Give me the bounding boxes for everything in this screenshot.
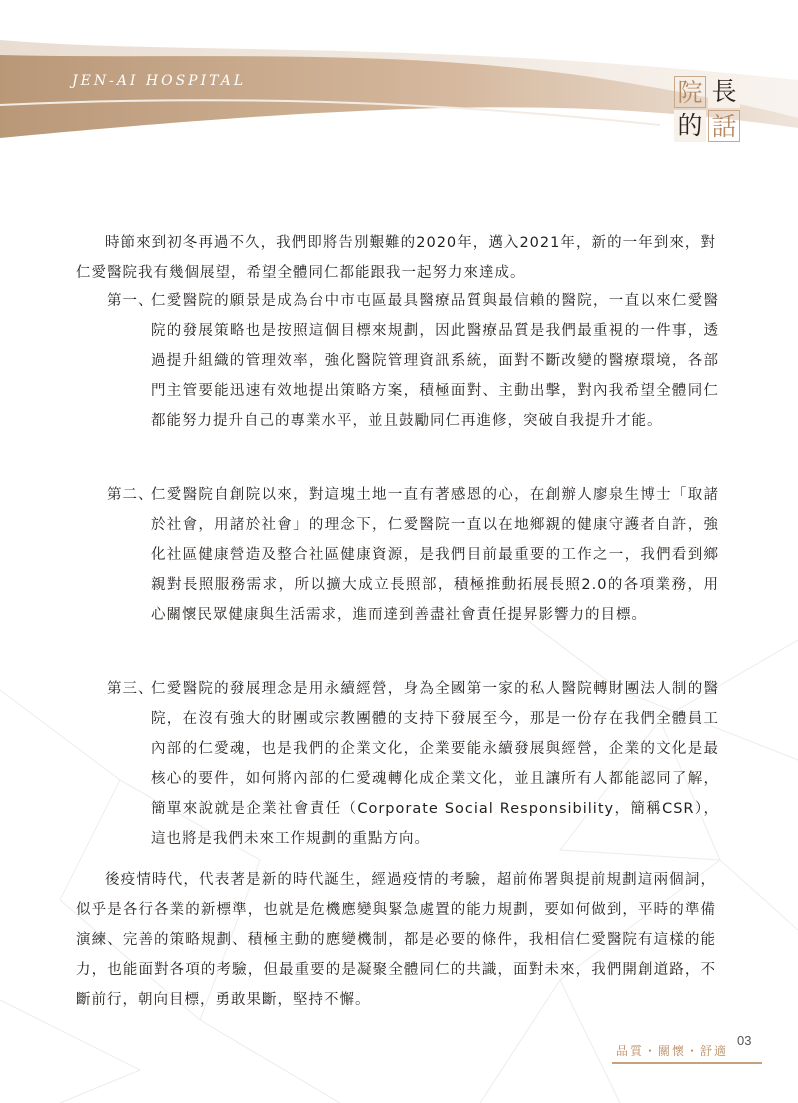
item-label: 第三、 <box>107 681 154 697</box>
item-text: 仁愛醫院自創院以來，對這塊土地一直有著感恩的心，在創辦人廖泉生博士「取諸於社會，用諸於社會」的理念下，仁愛醫院一直以在地鄉親的健康守護者自許，強化社區健康營造及整合社區健康資源，是我們目前最重要的工作之一，我們看到鄉親對長照服務需求，所以擴大成立長照部，積極推動拓展長照2.0的各項業務，用心關懷民眾健康與生活需求，進而達到善盡社會責任提昇影響力的目標。 <box>151 487 719 623</box>
title-char-3: 的 <box>674 110 706 142</box>
page-number: 03 <box>737 1033 752 1048</box>
section-title-grid <box>674 76 742 144</box>
list-item <box>107 286 719 436</box>
hospital-brand: JEN-AI HOSPITAL <box>72 73 247 89</box>
item-label: 第一、 <box>107 293 154 309</box>
footer-motto: 品質・關懷・舒適 <box>616 1044 729 1058</box>
title-char-4: 話 <box>708 110 740 142</box>
title-char-2: 院 <box>674 76 706 108</box>
item-text: 仁愛醫院的願景是成為台中市屯區最具醫療品質與最信賴的醫院，一直以來仁愛醫院的發展策略也是按照這個目標來規劃，因此醫療品質是我們最重視的一件事，透過提升組織的管理效率，強化醫院管理資訊系統，面對不斷改變的醫療環境，各部門主管要能迅速有效地提出策略方案，積極面對、主動出擊，對內我希望全體同仁都能努力提升自己的專業水平，並且鼓勵同仁再進修，突破自我提升才能。 <box>151 293 719 429</box>
title-char-1: 長 <box>708 76 740 108</box>
footer-divider <box>612 1062 762 1064</box>
item-label: 第二、 <box>107 487 154 503</box>
closing-paragraph: 後疫情時代，代表著是新的時代誕生，經過疫情的考驗，超前佈署與提前規劃這兩個詞，似乎是各行各業的新標準，也就是危機應變與緊急處置的能力規劃，要如何做到，平時的準備演練、完善的策略規劃、積極主動的應變機制，都是必要的條件，我相信仁愛醫院有這樣的能力，也能面對各項的考驗，但最重要的是凝聚全體同仁的共識，面對未來，我們開創道路，不斷前行，朝向目標，勇敢果斷，堅持不懈。 <box>76 872 716 1008</box>
item-text: 仁愛醫院的發展理念是用永續經營，身為全國第一家的私人醫院轉財團法人制的醫院，在沒有強大的財團或宗教團體的支持下發展至今，那是一份存在我們全體員工內部的仁愛魂，也是我們的企業文化，企業要能永續發展與經營，企業的文化是最核心的要件，如何將內部的仁愛魂轉化成企業文化，並且讓所有人都能認同了解，簡單來說就是企業社會責任（Corporate Social Responsibility，簡稱CSR），這也將是我們未來工作規劃的重點方向。 <box>151 681 719 847</box>
list-item <box>107 480 719 630</box>
intro-paragraph: 時節來到初冬再過不久，我們即將告別艱難的2020年，邁入2021年，新的一年到來，對仁愛醫院我有幾個展望，希望全體同仁都能跟我一起努力來達成。 <box>76 235 716 281</box>
list-item <box>107 674 719 854</box>
